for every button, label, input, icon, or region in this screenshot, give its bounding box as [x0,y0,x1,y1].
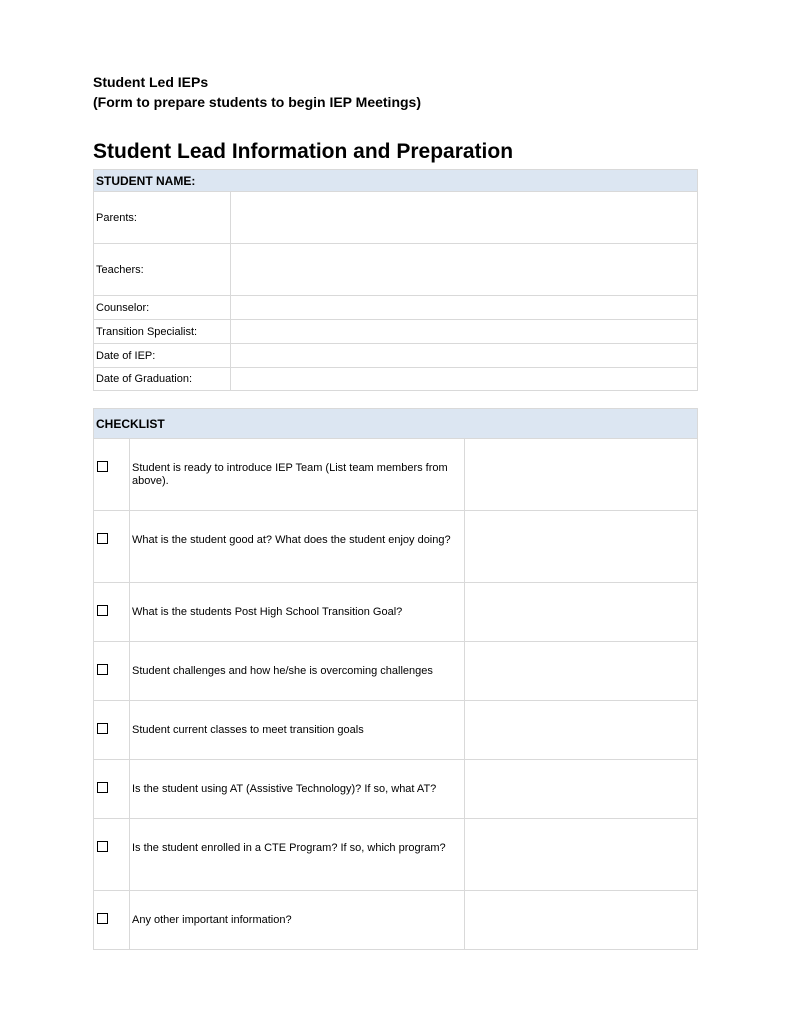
checklist-item-text: Student is ready to introduce IEP Team (List team members from above). [130,439,465,511]
date-of-graduation-label: Date of Graduation: [94,368,231,391]
checklist-header: CHECKLIST [94,409,698,439]
checklist-item-text: Is the student using AT (Assistive Technology)? If so, what AT? [130,760,465,819]
checklist-item-text: What is the student good at? What does the student enjoy doing? [130,511,465,583]
parents-label: Parents: [94,192,231,244]
checklist-notes-field[interactable] [465,583,698,642]
checklist-item-text: Student current classes to meet transition goals [130,701,465,760]
checkbox[interactable] [97,533,108,544]
student-info-table [93,169,698,391]
checklist-item-text: Is the student enrolled in a CTE Program? If so, which program? [130,819,465,891]
checklist-item-text: Any other important information? [130,891,465,950]
checklist-item-text: What is the students Post High School Transition Goal? [130,583,465,642]
checklist-notes-field[interactable] [465,439,698,511]
student-name-header: STUDENT NAME: [94,170,698,192]
checkbox[interactable] [97,723,108,734]
date-of-iep-label: Date of IEP: [94,344,231,368]
page-title: Student Lead Information and Preparation [93,140,514,163]
checkbox[interactable] [97,461,108,472]
checkbox[interactable] [97,913,108,924]
parents-field[interactable] [231,192,698,244]
checklist-notes-field[interactable] [465,642,698,701]
transition-specialist-label: Transition Specialist: [94,320,231,344]
counselor-field[interactable] [231,296,698,320]
transition-specialist-field[interactable] [231,320,698,344]
checklist-table [93,408,698,950]
checklist-item-text: Student challenges and how he/she is overcoming challenges [130,642,465,701]
checkbox[interactable] [97,841,108,852]
checklist-notes-field[interactable] [465,819,698,891]
document-subheading: (Form to prepare students to begin IEP Meetings) [93,94,421,110]
counselor-label: Counselor: [94,296,231,320]
teachers-field[interactable] [231,244,698,296]
date-of-graduation-field[interactable] [231,368,698,391]
checklist-notes-field[interactable] [465,760,698,819]
checklist-notes-field[interactable] [465,891,698,950]
teachers-label: Teachers: [94,244,231,296]
checkbox[interactable] [97,664,108,675]
checklist-notes-field[interactable] [465,701,698,760]
document-heading: Student Led IEPs [93,74,209,90]
checkbox[interactable] [97,605,108,616]
date-of-iep-field[interactable] [231,344,698,368]
checkbox[interactable] [97,782,108,793]
checklist-notes-field[interactable] [465,511,698,583]
